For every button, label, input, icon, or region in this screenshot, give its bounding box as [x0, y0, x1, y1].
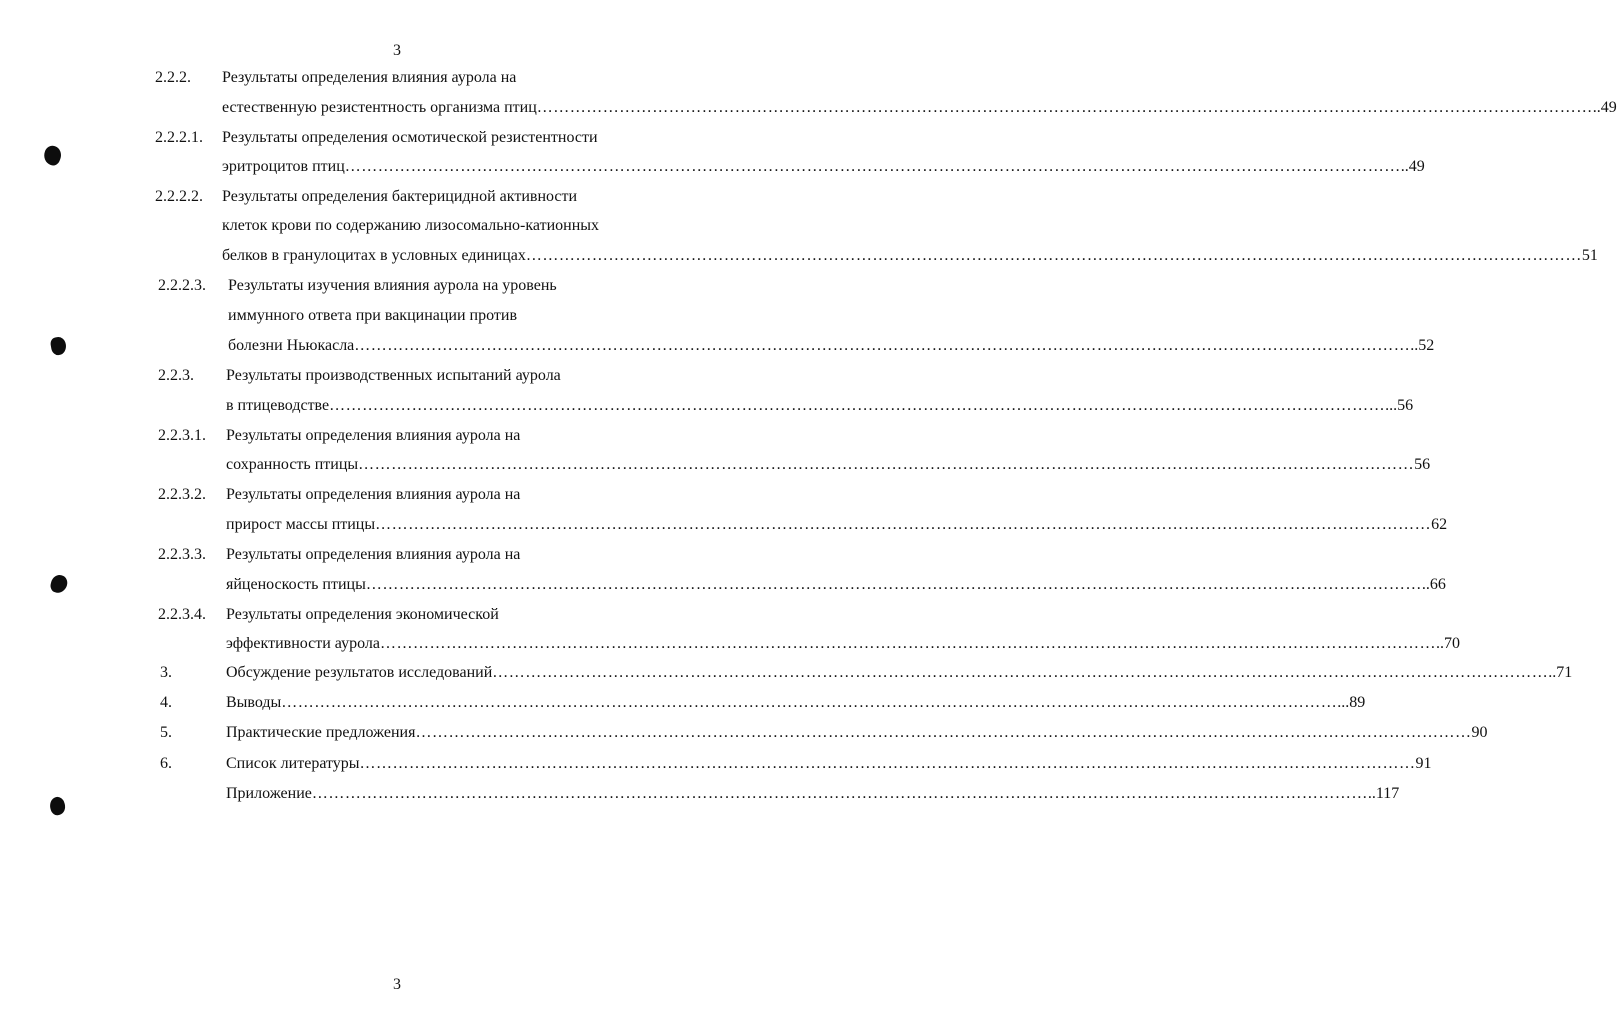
toc-entry-number: 2.2.3.1.: [158, 427, 206, 444]
toc-entry-last-line: [226, 455, 1431, 475]
toc-entry-number: 2.2.2.2.: [155, 188, 203, 205]
toc-entry-text: иммунного ответа при вакцинации против: [228, 307, 518, 324]
toc-entry-text: Результаты определения экономической: [226, 606, 499, 623]
dot-leader: …………………………………………………………………………………………………………………………………………………………………………: [344, 158, 1401, 175]
toc-entry-last-line: [226, 396, 1414, 416]
page-number-bottom: 3: [393, 976, 401, 993]
toc-entry-text: клеток крови по содержанию лизосомально-катионных: [222, 217, 600, 234]
toc-entry-text: Результаты производственных испытаний аурола: [226, 367, 561, 384]
toc-entry-number: 6.: [160, 755, 172, 772]
toc-entry-text: Результаты определения бактерицидной активности: [222, 188, 578, 205]
toc-entry-number: 2.2.3.4.: [158, 606, 206, 623]
dot-leader: …………………………………………………………………………………………………………………………………………………………………………: [354, 337, 1411, 354]
toc-entry-text: белков в гранулоцитах в условных единицах: [222, 247, 526, 264]
toc-entry-text: Результаты определения влияния аурола на: [226, 427, 521, 444]
toc-page-number: ..52: [1410, 337, 1435, 354]
toc-entry-text: эритроцитов птиц: [222, 158, 345, 175]
toc-entry-number: 2.2.2.1.: [155, 129, 203, 146]
dot-leader: …………………………………………………………………………………………………………………………………………………………………………: [329, 397, 1386, 414]
toc-entry-number: 2.2.3.3.: [158, 546, 206, 563]
toc-entry-last-line: [226, 693, 1366, 713]
toc-entry-text: болезни Ньюкасла: [228, 337, 355, 354]
toc-entry-number: 2.2.2.: [155, 69, 191, 86]
punch-hole-mark: [48, 795, 67, 816]
toc-entry-last-line: [226, 723, 1488, 743]
toc-entry-last-line: [226, 663, 1573, 683]
toc-page-number: ..71: [1548, 664, 1573, 681]
toc-page-number: ..66: [1421, 576, 1446, 593]
toc-entry-text: сохранность птицы: [226, 456, 359, 473]
toc-page-number: ...56: [1385, 397, 1414, 414]
toc-entry-text: эффективности аурола: [226, 635, 380, 652]
dot-leader: …………………………………………………………………………………………………………………………………………………………………………: [359, 755, 1416, 772]
toc-page-number: ..49: [1400, 158, 1425, 175]
toc-entry-text: Обсуждение результатов исследований: [226, 664, 493, 681]
toc-entry-number: 4.: [160, 694, 172, 711]
toc-entry-last-line: [226, 784, 1400, 804]
toc-entry-text: Результаты изучения влияния аурола на уровень: [228, 277, 557, 294]
toc-entry-last-line: [226, 754, 1432, 774]
dot-leader: …………………………………………………………………………………………………………………………………………………………………………: [281, 694, 1338, 711]
toc-entry-number: 2.2.2.3.: [158, 277, 206, 294]
toc-page-number: 62: [1431, 516, 1448, 533]
dot-leader: …………………………………………………………………………………………………………………………………………………………………………: [358, 456, 1415, 473]
toc-page-number: ..70: [1435, 635, 1460, 652]
toc-page-number: ..117: [1367, 785, 1400, 802]
toc-entry-text: Результаты определения осмотической резистентности: [222, 129, 598, 146]
toc-entry-last-line: [226, 515, 1448, 535]
toc-entry-text: Приложение: [226, 785, 312, 802]
toc-entry-text: Результаты определения влияния аурола на: [222, 69, 517, 86]
toc-entry-last-line: [226, 575, 1446, 595]
dot-leader: …………………………………………………………………………………………………………………………………………………………………………: [415, 724, 1472, 741]
toc-entry-text: прирост массы птицы: [226, 516, 376, 533]
dot-leader: …………………………………………………………………………………………………………………………………………………………………………: [525, 247, 1582, 264]
toc-entry-text: Выводы: [226, 694, 282, 711]
toc-entry-text: Практические предложения: [226, 724, 416, 741]
toc-page-number: ..49: [1592, 99, 1617, 116]
toc-page-number: 91: [1415, 755, 1432, 772]
dot-leader: …………………………………………………………………………………………………………………………………………………………………………: [311, 785, 1368, 802]
toc-entry-last-line: [222, 246, 1598, 266]
dot-leader: …………………………………………………………………………………………………………………………………………………………………………: [379, 635, 1436, 652]
toc-entry-last-line: [222, 157, 1425, 177]
toc-entry-text: Список литературы: [226, 755, 360, 772]
punch-hole-mark: [41, 144, 63, 168]
toc-entry-number: 2.2.3.2.: [158, 486, 206, 503]
toc-entry-number: 2.2.3.: [158, 367, 194, 384]
dot-leader: …………………………………………………………………………………………………………………………………………………………………………: [375, 516, 1432, 533]
toc-entry-last-line: [226, 634, 1460, 654]
toc-page-number: 51: [1581, 247, 1598, 264]
punch-hole-mark: [50, 336, 68, 356]
toc-entry-last-line: [222, 98, 1617, 118]
toc-page-number: 90: [1471, 724, 1488, 741]
dot-leader: …………………………………………………………………………………………………………………………………………………………………………: [492, 664, 1549, 681]
toc-entry-text: в птицеводстве: [226, 397, 330, 414]
dot-leader: …………………………………………………………………………………………………………………………………………………………………………: [536, 99, 1593, 116]
punch-hole-mark: [49, 573, 69, 595]
toc-entry-text: естественную резистентность организма птиц: [222, 99, 537, 116]
toc-page-number: 56: [1414, 456, 1431, 473]
toc-entry-text: Результаты определения влияния аурола на: [226, 486, 521, 503]
toc-entry-number: 5.: [160, 724, 172, 741]
toc-entry-text: яйценоскость птицы: [226, 576, 366, 593]
toc-entry-number: 3.: [160, 664, 172, 681]
dot-leader: …………………………………………………………………………………………………………………………………………………………………………: [365, 576, 1422, 593]
toc-entry-last-line: [228, 336, 1435, 356]
toc-entry-text: Результаты определения влияния аурола на: [226, 546, 521, 563]
page-number-top: 3: [393, 42, 401, 59]
toc-page-number: ...89: [1337, 694, 1366, 711]
